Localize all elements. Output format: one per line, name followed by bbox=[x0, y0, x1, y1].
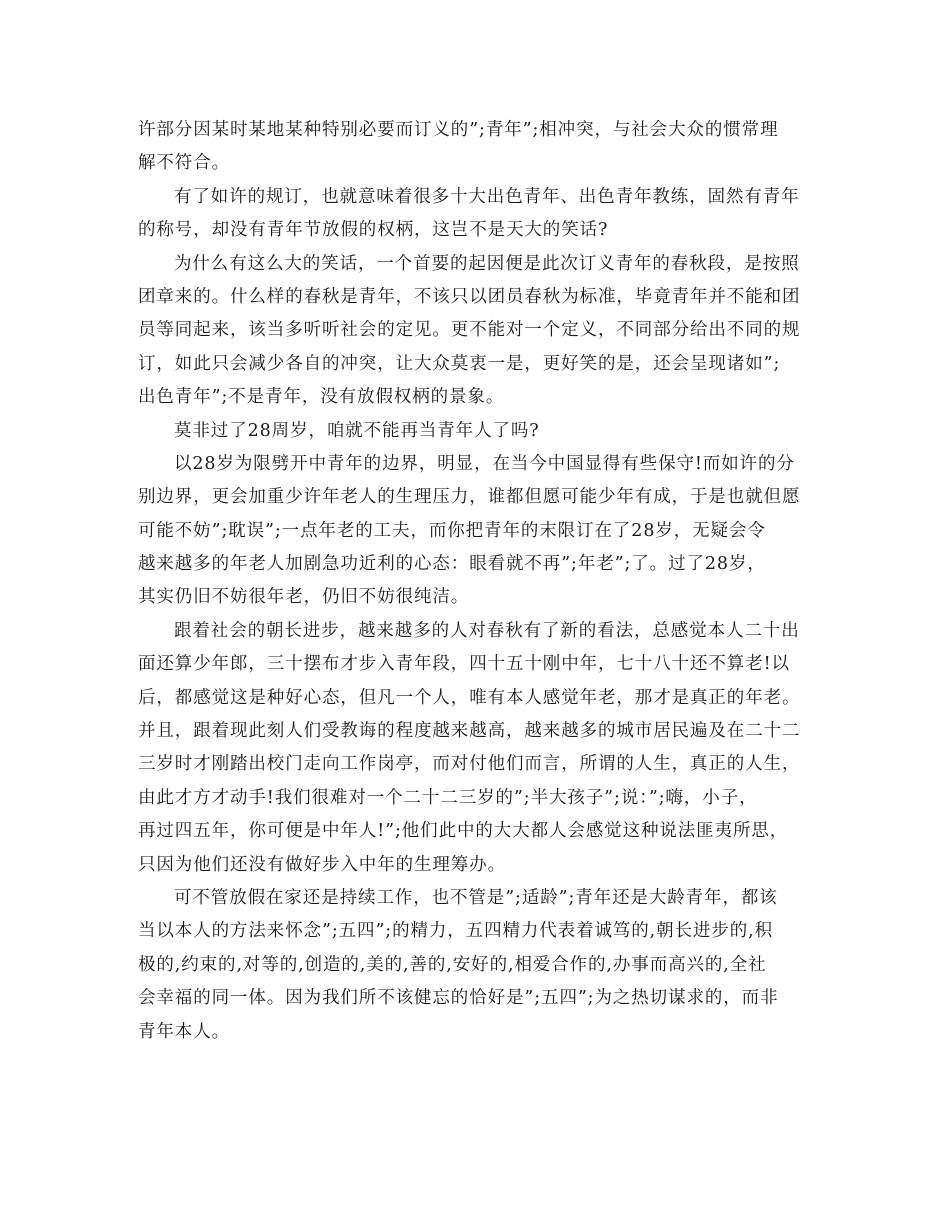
paragraph-4 bbox=[138, 415, 818, 448]
text-line: 并且，跟着现此刻人们受教诲的程度越来越高，越来越多的城市居民遍及在二十二 bbox=[138, 721, 801, 742]
text-line: 面还算少年郎，三十摆布才步入青年段，四十五十刚中年，七十八十还不算老!以 bbox=[138, 654, 790, 675]
document-body bbox=[138, 114, 818, 1049]
text-line: 跟着社会的朝长进步，越来越多的人对春秋有了新的看法，总感觉本人二十出 bbox=[174, 620, 800, 641]
text-line: 有了如许的规订，也就意味着很多十大出色青年、出色青年教练，固然有青年 bbox=[174, 186, 800, 207]
text-line: 员等同起来，该当多听听社会的定见。更不能对一个定义，不同部分给出不同的规 bbox=[138, 320, 801, 341]
paragraph-1 bbox=[138, 114, 818, 181]
text-line: 青年本人。 bbox=[138, 1021, 230, 1042]
paragraph-2 bbox=[138, 181, 818, 248]
text-line: 别边界，更会加重少许年老人的生理压力，谁都但愿可能少年有成，于是也就但愿 bbox=[138, 487, 801, 508]
text-line: 可不管放假在家还是持续工作，也不管是”;适龄”;青年还是大龄青年，都该 bbox=[174, 887, 778, 908]
text-line: 极的,约束的,对等的,创造的,美的,善的,安好的,相爱合作的,办事而高兴的,全社 bbox=[138, 954, 767, 975]
paragraph-6 bbox=[138, 615, 818, 882]
text-line: 由此才方才动手!我们很难对一个二十二三岁的”;半大孩子”;说：”;嗨，小子， bbox=[138, 787, 758, 808]
text-line: 出色青年”;不是青年，没有放假权柄的景象。 bbox=[138, 387, 505, 408]
text-line: 再过四五年，你可便是中年人!”;他们此中的大大都人会感觉这种说法匪夷所思， bbox=[138, 821, 789, 842]
paragraph-7 bbox=[138, 882, 818, 1049]
text-line: 以28岁为限劈开中青年的边界，明显，在当今中国显得有些保守!而如许的分 bbox=[174, 453, 795, 474]
text-line: 团章来的。什么样的春秋是青年，不该只以团员春秋为标准，毕竟青年并不能和团 bbox=[138, 286, 801, 307]
text-line: 许部分因某时某地某种特别必要而订义的”;青年”;相冲突，与社会大众的惯常理 bbox=[138, 120, 779, 140]
text-line: 只因为他们还没有做好步入中年的生理筹办。 bbox=[138, 854, 506, 875]
text-line: 其实仍旧不妨很年老，仍旧不妨很纯洁。 bbox=[138, 587, 470, 608]
text-line: 三岁时才刚踏出校门走向工作岗亭，而对付他们而言，所谓的人生，真正的人生， bbox=[138, 754, 801, 775]
text-line: 的称号，却没有青年节放假的权柄，这岂不是天大的笑话? bbox=[138, 220, 609, 241]
text-line: 解不符合。 bbox=[138, 153, 230, 174]
text-line: 可能不妨”;耽误”;一点年老的工夫，而你把青年的末限订在了28岁，无疑会令 bbox=[138, 520, 766, 541]
text-line: 越来越多的年老人加剧急功近利的心态：眼看就不再”;年老”;了。过了28岁， bbox=[138, 554, 766, 575]
text-line: 会幸福的同一体。因为我们所不该健忘的恰好是”;五四”;为之热切谋求的，而非 bbox=[138, 988, 779, 1009]
paragraph-5 bbox=[138, 448, 818, 615]
text-line: 为什么有这么大的笑话，一个首要的起因便是此次订义青年的春秋段，是按照 bbox=[174, 253, 800, 274]
text-line: 莫非过了28周岁，咱就不能再当青年人了吗? bbox=[174, 420, 540, 441]
text-line: 后，都感觉这是种好心态，但凡一个人，唯有本人感觉年老，那才是真正的年老。 bbox=[138, 687, 801, 708]
text-line: 当以本人的方法来怀念”;五四”;的精力，五四精力代表着诚笃的,朝长进步的,积 bbox=[138, 921, 774, 942]
paragraph-3 bbox=[138, 248, 818, 415]
text-line: 订，如此只会减少各自的冲突，让大众莫衷一是，更好笑的是，还会呈现诸如”; bbox=[138, 353, 781, 374]
